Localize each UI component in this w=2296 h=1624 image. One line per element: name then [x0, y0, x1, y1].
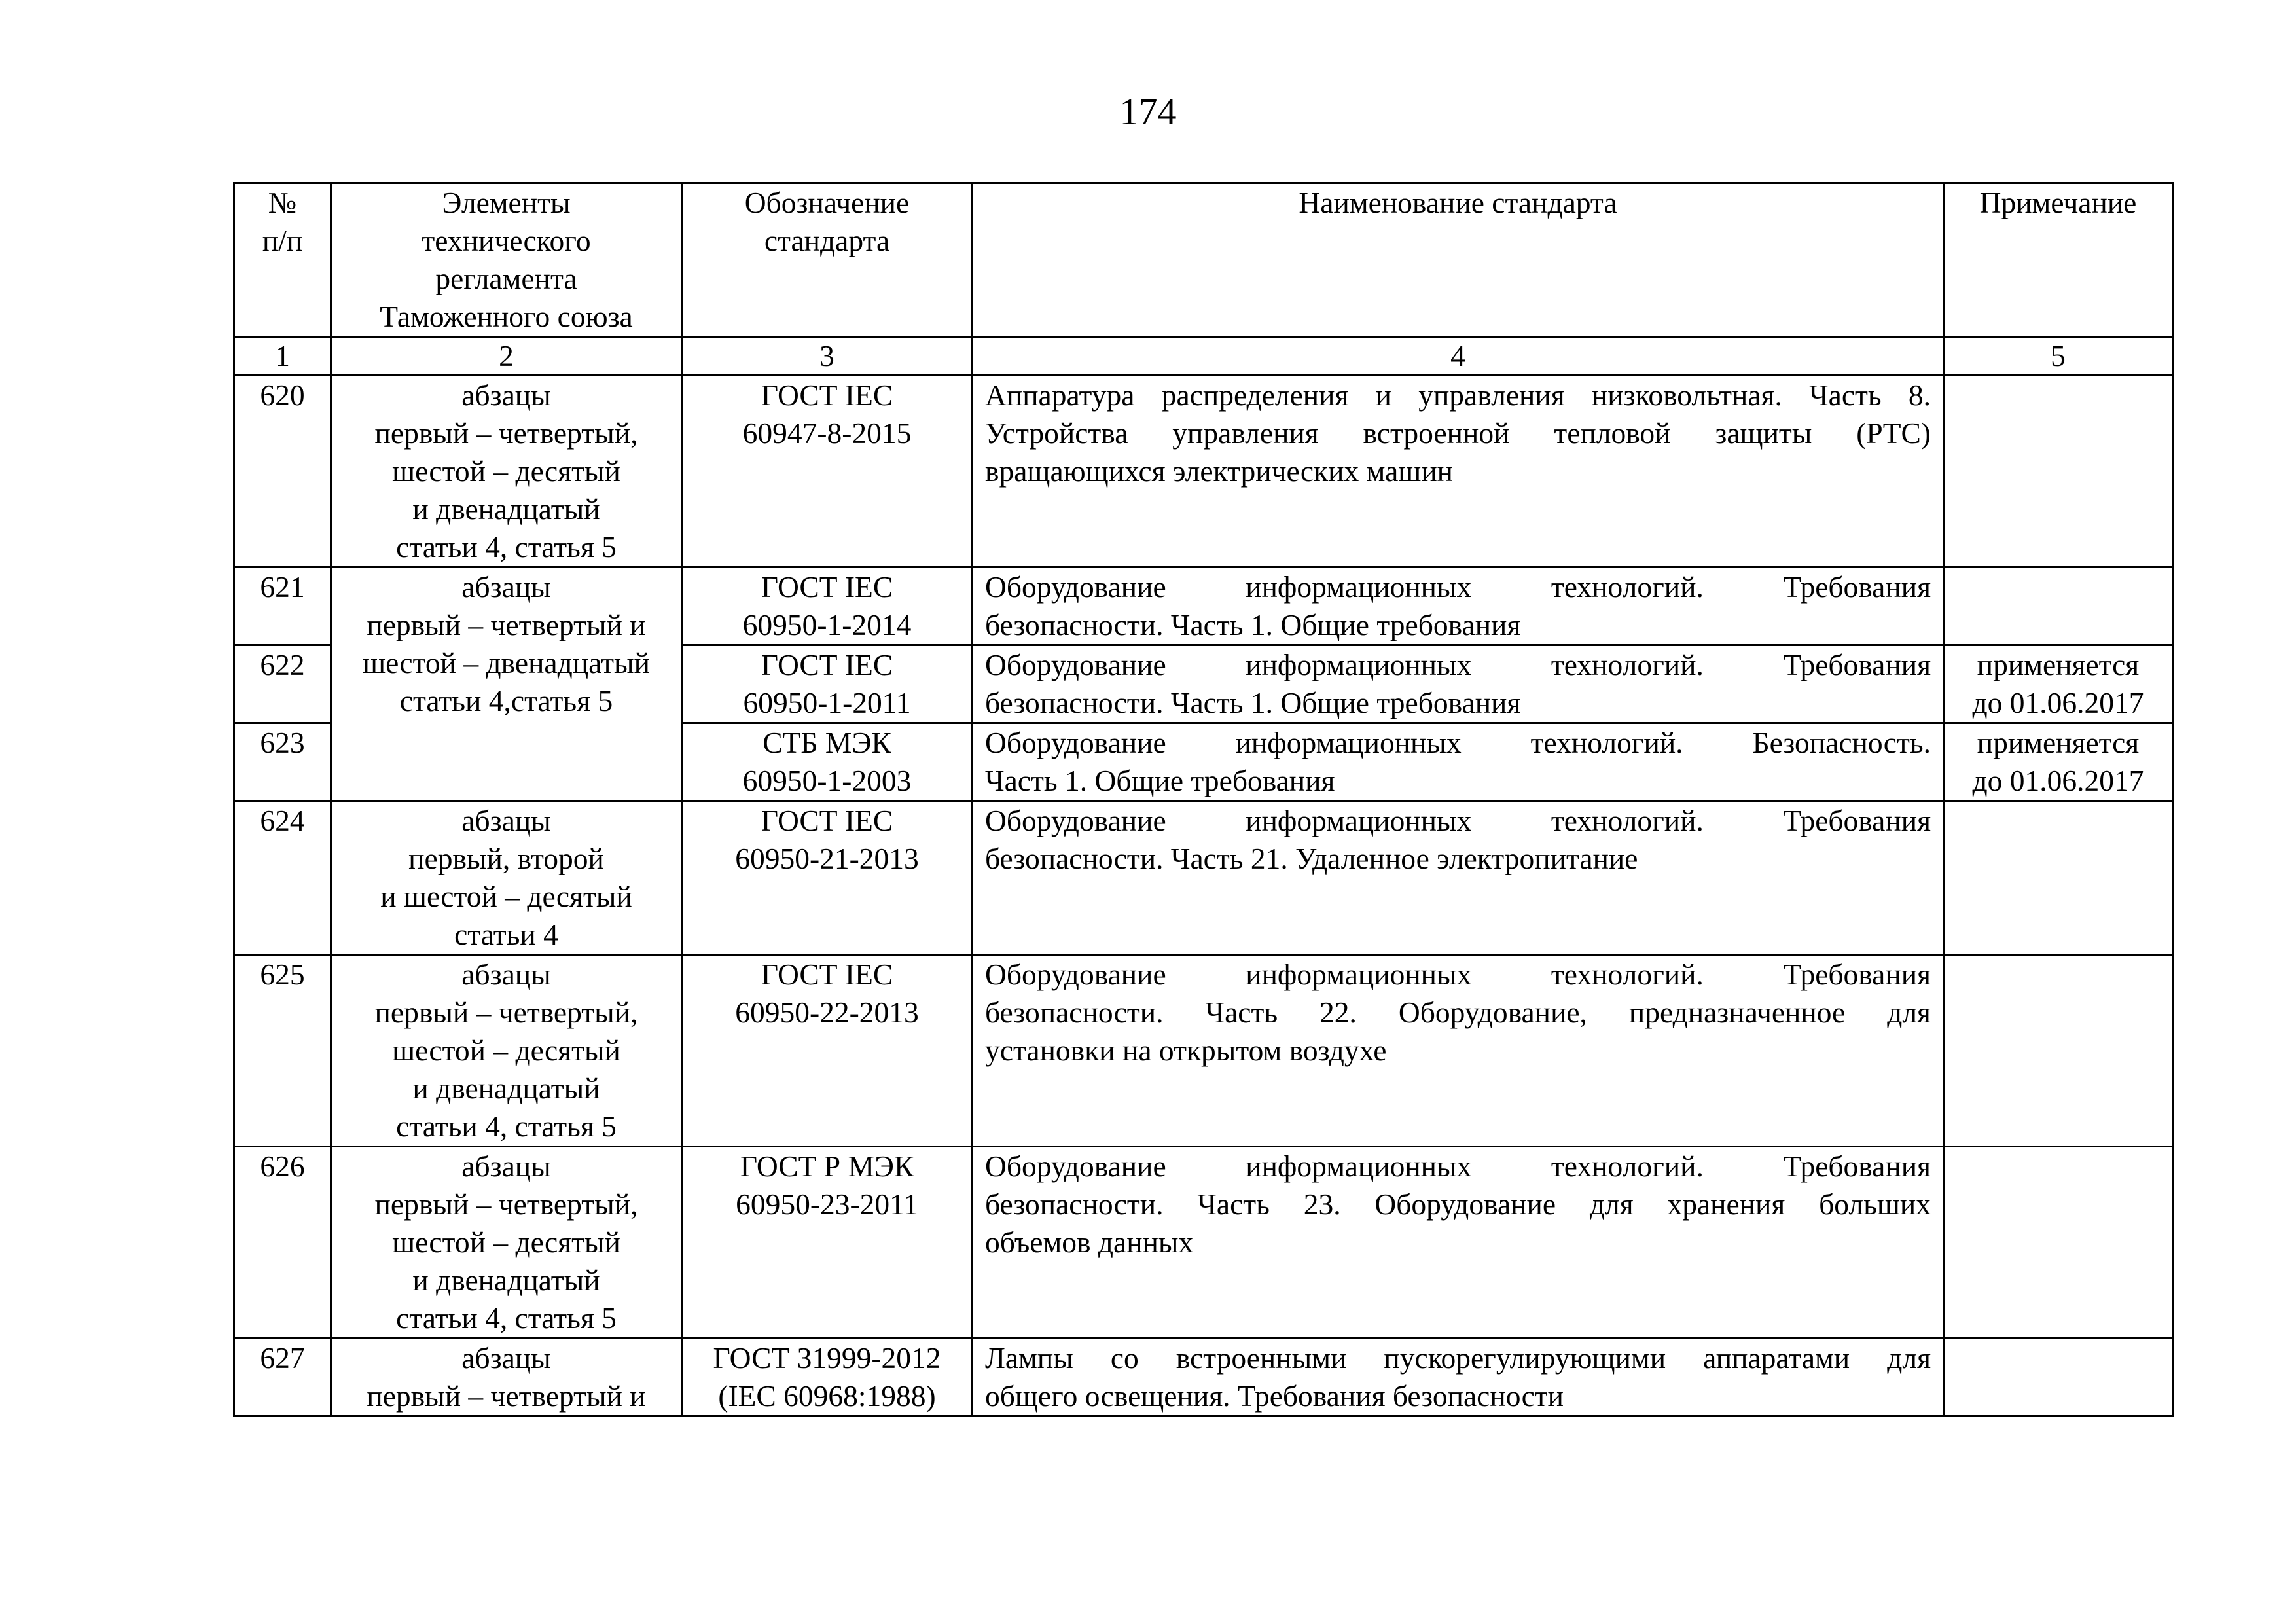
- table-row: [234, 1339, 2173, 1416]
- row-standard-code: ГОСТ IEC 60950-22-2013: [682, 955, 973, 1147]
- column-index: 3: [682, 337, 973, 376]
- header-note: Примечание: [1944, 183, 2173, 337]
- standards-table: [233, 182, 2174, 1417]
- row-number: 623: [234, 723, 331, 801]
- row-elements: абзацы первый – четвертый, шестой – десятый и двенадцатый статьи 4, статья 5: [331, 376, 682, 568]
- column-index: 2: [331, 337, 682, 376]
- row-number: 622: [234, 645, 331, 723]
- table-row: [234, 568, 2173, 645]
- row-standard-name: Оборудование информационных технологий. Требования безопасности. Часть 21. Удаленное электропитание: [973, 801, 1944, 955]
- row-standard-code: ГОСТ IEC 60947-8-2015: [682, 376, 973, 568]
- row-note: [1944, 568, 2173, 645]
- header-row: [234, 183, 2173, 337]
- row-standard-name: Оборудование информационных технологий. Требования безопасности. Часть 1. Общие требования: [973, 645, 1944, 723]
- row-number: 626: [234, 1147, 331, 1339]
- row-number: 627: [234, 1339, 331, 1416]
- row-note: [1944, 1339, 2173, 1416]
- row-elements: абзацы первый, второй и шестой – десятый статьи 4: [331, 801, 682, 955]
- row-standard-name: Оборудование информационных технологий. Требования безопасности. Часть 23. Оборудование для хранения больших объемов данных: [973, 1147, 1944, 1339]
- table-row: [234, 376, 2173, 568]
- row-number: 625: [234, 955, 331, 1147]
- row-standard-name: Аппаратура распределения и управления низковольтная. Часть 8. Устройства управления встроенной тепловой защиты (PTC) вращающихся электрических машин: [973, 376, 1944, 568]
- header-name: Наименование стандарта: [973, 183, 1944, 337]
- table-row: [234, 955, 2173, 1147]
- row-standard-code: СТБ МЭК 60950-1-2003: [682, 723, 973, 801]
- row-elements: абзацы первый – четвертый и шестой – двенадцатый статьи 4,статья 5: [331, 568, 682, 801]
- row-number: 620: [234, 376, 331, 568]
- row-elements: абзацы первый – четвертый и: [331, 1339, 682, 1416]
- row-standard-code: ГОСТ IEC 60950-1-2011: [682, 645, 973, 723]
- table-row: [234, 1147, 2173, 1339]
- row-elements: абзацы первый – четвертый, шестой – десятый и двенадцатый статьи 4, статья 5: [331, 955, 682, 1147]
- column-index: 4: [973, 337, 1944, 376]
- row-standard-name: Оборудование информационных технологий. Безопасность. Часть 1. Общие требования: [973, 723, 1944, 801]
- row-elements: абзацы первый – четвертый, шестой – десятый и двенадцатый статьи 4, статья 5: [331, 1147, 682, 1339]
- row-standard-code: ГОСТ 31999-2012 (IEC 60968:1988): [682, 1339, 973, 1416]
- header-code: Обозначение стандарта: [682, 183, 973, 337]
- row-note: применяется до 01.06.2017: [1944, 645, 2173, 723]
- table-row: [234, 801, 2173, 955]
- row-standard-code: ГОСТ IEC 60950-1-2014: [682, 568, 973, 645]
- row-standard-name: Оборудование информационных технологий. Требования безопасности. Часть 22. Оборудование, предназначенное для установки на открытом воздухе: [973, 955, 1944, 1147]
- row-number: 624: [234, 801, 331, 955]
- row-note: [1944, 801, 2173, 955]
- row-number: 621: [234, 568, 331, 645]
- row-standard-code: ГОСТ Р МЭК 60950-23-2011: [682, 1147, 973, 1339]
- row-standard-name: Оборудование информационных технологий. Требования безопасности. Часть 1. Общие требования: [973, 568, 1944, 645]
- row-standard-name: Лампы со встроенными пускорегулирующими аппаратами для общего освещения. Требования безопасности: [973, 1339, 1944, 1416]
- row-note: [1944, 955, 2173, 1147]
- row-note: применяется до 01.06.2017: [1944, 723, 2173, 801]
- header-number: № п/п: [234, 183, 331, 337]
- column-index: 5: [1944, 337, 2173, 376]
- page-number: 174: [1119, 90, 1177, 133]
- row-standard-code: ГОСТ IEC 60950-21-2013: [682, 801, 973, 955]
- header-elements: Элементы технического регламента Таможенного союза: [331, 183, 682, 337]
- column-index-row: [234, 337, 2173, 376]
- column-index: 1: [234, 337, 331, 376]
- row-note: [1944, 376, 2173, 568]
- row-note: [1944, 1147, 2173, 1339]
